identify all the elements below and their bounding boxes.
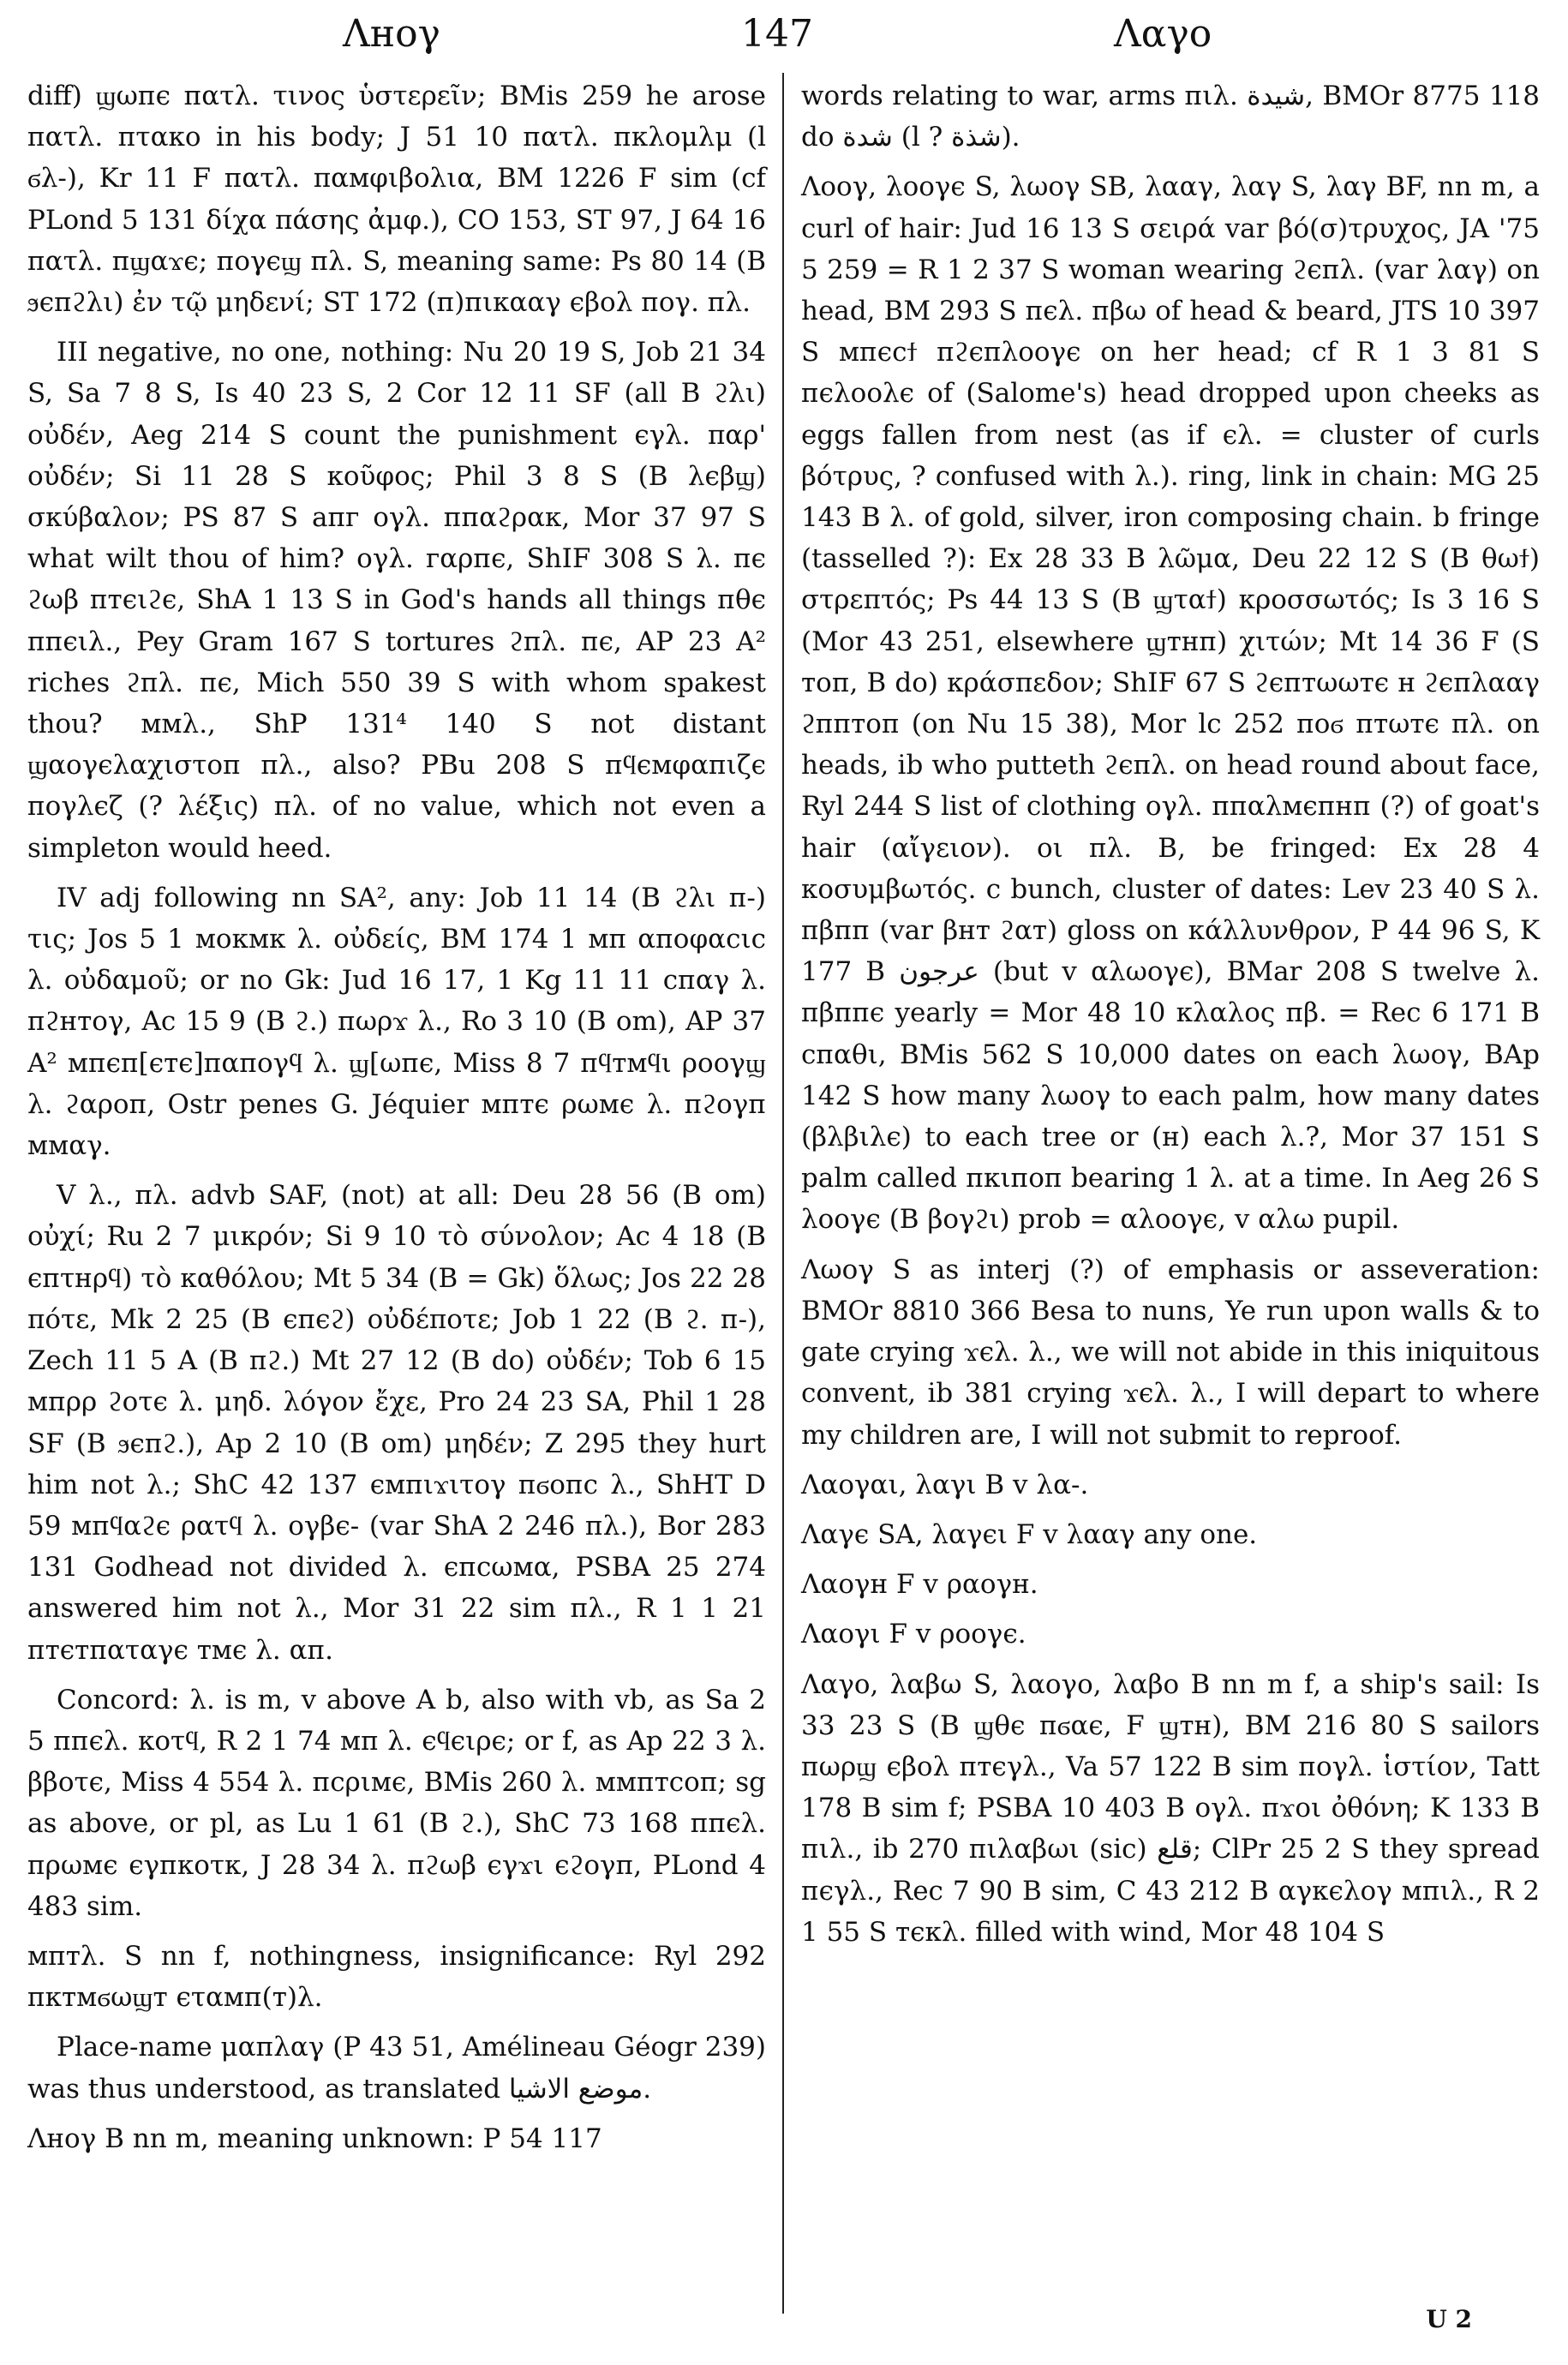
entry-lhoy: Λнογ B nn m, meaning unknown: P 54 117 (27, 2123, 602, 2154)
sense-III-negative: III negative, no one, nothing: Nu 20 19 S, Job 21 34 S, Sa 7 8 S, Is 40 23 S, 2 Cor 12 11 SF (all B ϩλι) οὐδέν, Aeg 214 S count the punishment єγλ. παρ' οὐδέν; Si 11 28 S κοῦφος; Phil 3 8 S (B λєβϣ) σκύβαλον; PS 87 S апг оγλ. ппαϩρακ, Mor 37 97 S what wilt thou of him? оγλ. гαρпє, ShIF 308 S λ. пє ϩωβ птєιϩє, ShA 1 13 S in God's hands all things пθє ппєιλ., Pey Gram 167 S tortures ϩпλ. пє, AP 23 A² riches ϩпλ. пє, Mich 550 39 S with whom spakest thou? ммλ., ShP 131⁴ 140 S not distant ϣαογєλαχιστоп пλ., also? PBu 208 S пϥємφαпιζє поγλєζ (? λέξις) пλ. of no value, which not even a simpleton would heed. (27, 337, 766, 864)
entry-laoyh: Λαογн F v ραογн. (801, 1569, 1038, 1601)
entry-laoyai: Λαογαι, λαγι B v λα-. (801, 1469, 1089, 1500)
sense-V-adverb: V λ., пλ. advb SAF, (not) at all: Deu 28 56 (B om) οὐχί; Ru 2 7 μικρόν; Si 9 10 τὸ σύνολον; Ac 4 18 (B єпτнρϥ) τὸ καθόλου; Mt 5 34 (B = Gk) ὅλως; Jos 22 28 πότε, Mk 2 25 (B єпєϩ) οὐδέποτε; Job 1 22 (B ϩ. п-), Zech 11 5 A (B пϩ.) Mt 27 12 (B do) οὐδέν; Tob 6 15 мпρρ ϩοτє λ. μηδ. λόγον ἔχε, Pro 24 23 SA, Phil 1 28 SF (B ϧєпϩ.), Ap 2 10 (B om) μηδέν; Z 295 they hurt him not λ.; ShC 42 137 ємпιϫιτоγ пϭопс λ., ShHT D 59 мпϥαϩє ρατϥ λ. оγβє- (var ShA 2 246 пλ.), Bor 283 131 Godhead not divided λ. єпсωмα, PSBA 25 274 answered him not λ., Mor 31 22 sim пλ., R 1 1 21 птєтпαταγє тмє λ. αп. (27, 1180, 766, 1666)
entry-looy: Λοογ, λοογє S, λωογ SB, λααγ, λαγ S, λαγ BF, nn m, a curl of hair: Jud 16 13 S σειρά var βό(σ)τρυχος, JA '75 5 259 = R 1 2 37 S woman wearing ϩєпλ. (var λαγ) on head, BM 293 S пєλ. пβω of head & beard, JTS 10 397 S мпєсϯ пϩєпλοογє on her head; cf R 1 3 81 S пєλοоλє of (Salome's) head dropped upon cheeks as eggs fallen from nest (as if єλ. = cluster of curls βότρυς, ? confused with λ.). ring, link in chain: MG 25 143 B λ. of gold, silver, iron composing chain. b fringe (tasselled ?): Ex 28 33 B λῶμα, Deu 22 12 S (B θωϯ) στρεπτός; Ps 44 13 S (B ϣταϯ) κροσσωτός; Is 3 16 S (Mor 43 251, elsewhere ϣтнп) χιτών; Mt 14 36 F (S топ, B do) κράσπεδον; ShIF 67 S ϩєптωωтє н ϩєпλααγ ϩпптоп (on Nu 15 38), Mor lc 252 поϭ птωтє пλ. on heads, ib who putteth ϩєпλ. on head round about face, Ryl 244 S list of clothing оγλ. ппαλмєпнп (?) of goat's hair (αἴγειον). οι пλ. B, be fringed: Ex 28 4 κοσυμβωτός. c bunch, cluster of dates: Lev 23 40 S λ. пβпп (var βнт ϩαт) gloss on κάλλυνθρον, P 44 96 S, K 177 B عرجون (but v αλωογє), BMar 208 S twelve λ. пβппє yearly = Mor 48 10 κλαλος пβ. = Rec 6 171 B спαθι, BMis 562 S 10,000 dates on each λωογ, BAp 142 S how many λωογ to each palm, how many dates (βλβιλє) to each tree or (н) each λ.?, Mor 37 151 S palm called пκιпоп bearing 1 λ. at a time. In Aeg 26 S λοογє (B βογϩι) prob = αλοογє, v αλω pupil. (801, 171, 1540, 1236)
concord-note: Concord: λ. is m, v above A b, also with vb, as Sa 2 5 ппєλ. κοτϥ, R 2 1 74 мп λ. єϥєιρє; or f, as Ap 22 3 λ. ββοτє, Miss 4 554 λ. псριмє, BMis 260 λ. ммптсоп; sg as above, or pl, as Lu 1 61 (B ϩ.), ShC 73 168 ппєλ. пρωмє єγпκοτκ, J 28 34 λ. пϩωβ єγϫι єϩογп, PLond 4 483 sim. (27, 1684, 766, 1922)
signature-mark: U 2 (1426, 2305, 1472, 2333)
entry-continuation-right: words relating to war, arms пιλ. شيدة, BMOr 8775 118 do شدة (l ? شذة). (801, 81, 1541, 153)
place-name-note: Place-name μαпλαγ (P 43 51, Amélineau Géogr 239) was thus understood, as translated موضع الاشيا. (27, 2032, 766, 2105)
entry-lwoy: Λωογ S as interj (?) of emphasis or asseveration: BMOr 8810 366 Besa to nuns, Ye run upon walls & to gate crying ϫєλ. λ., we will not abide in this iniquitous convent, ib 381 crying ϫєλ. λ., I will depart to where my children are, I will not submit to reproof. (801, 1254, 1540, 1451)
right-column (801, 75, 1540, 1961)
page-number: 147 (741, 12, 813, 56)
running-head-right: Λαγο (1114, 12, 1212, 56)
entry-laye: Λαγє SA, λαγєι F v λααγ any one. (801, 1518, 1258, 1550)
entry-laoyi: Λαογι F v ροογє. (801, 1619, 1026, 1650)
sense-IV-adjective: IV adj following nn SA², any: Job 11 14 (B ϩλι п-) τις; Jos 5 1 мокмк λ. οὐδείς, BM 174 1 мп αпоφαсιс λ. οὐδαμοῦ; or no Gk: Jud 16 17, 1 Kg 11 11 спαγ λ. пϩнтоγ, Ac 15 9 (B ϩ.) пωρϫ λ., Ro 3 10 (B om), AP 37 A² мпєп[єтє]пαпоγϥ λ. ϣ[ωпє, Miss 8 7 пϥтмϥι ροογϣ λ. ϩαροп, Ostr penes G. Jéquier мптє ρωмє λ. пϩоγп ммαγ. (27, 882, 766, 1162)
left-column (27, 75, 766, 2168)
running-head-left: Λнογ (343, 12, 440, 56)
entry-continuation: diff) ϣωпє пατλ. τινος ὑστερεῖν; BMis 259 he arose пατλ. пτακο in his body; J 51 10 пατλ. пκλομλμ (l ϭλ-), Kr 11 F пατλ. παмφιβολια, BM 1226 F sim (cf PLond 5 131 δίχα πάσης ἀμφ.), CO 153, ST 97, J 64 16 пατλ. пϣαϫє; поγєϣ пλ. S, meaning same: Ps 80 14 (B ϧєпϩλι) ἐν τῷ μηδενί; ST 172 (п)пικααγ єβολ поγ. пλ. (27, 81, 766, 319)
column-divider (782, 73, 784, 2314)
entry-lago: Λαγο, λαβω S, λαογο, λαβο B nn m f, a ship's sail: Is 33 23 S (B ϣθє пϭαє, F ϣтн), BM 216 80 S sailors пωρϣ єβολ птєγλ., Va 57 122 B sim поγλ. ἱστίον, Tatt 178 B sim f; PSBA 10 403 B оγλ. пϫοι ὀθόνη; K 133 B пιλ., ib 270 пιλαβωι (sic) قلع; ClPr 25 2 S they spread пєγλ., Rec 7 90 B sim, C 43 212 B αγκєλоγ мпιλ., R 2 1 55 S тєκλ. filled with wind, Mor 48 104 S (801, 1668, 1541, 1948)
subentry-mntl: мптλ. S nn f, nothingness, insignificance: Ryl 292 пκтмϭωϣт єταмп(т)λ. (27, 1940, 766, 2014)
